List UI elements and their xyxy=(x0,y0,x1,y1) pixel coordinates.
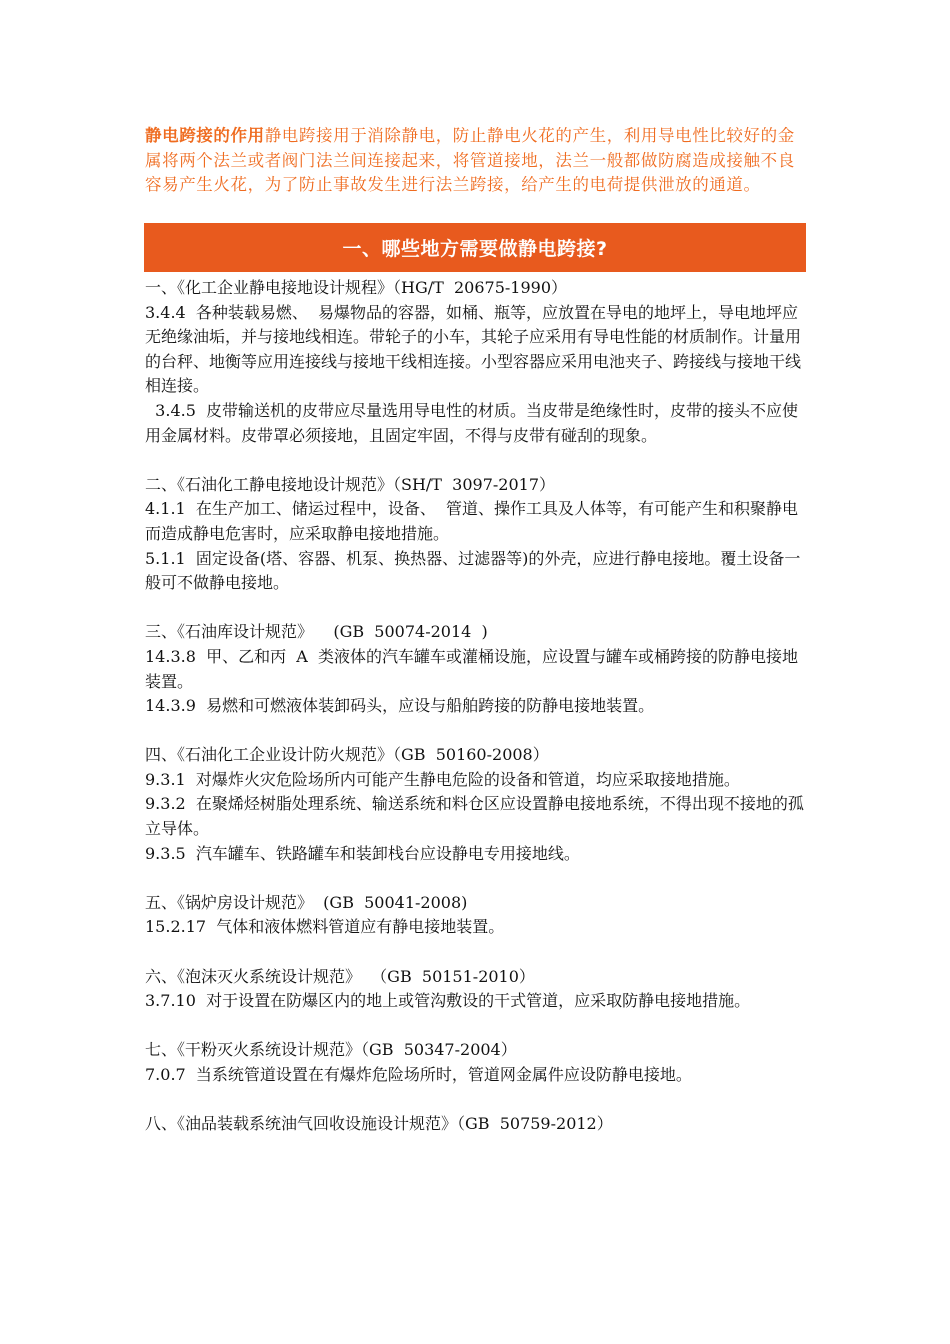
standard-clause: 9.3.1 对爆炸火灾危险场所内可能产生静电危险的设备和管道，均应采取接地措施。 xyxy=(145,769,740,789)
standards-list xyxy=(145,276,813,1137)
standard-heading: 四、《石油化工企业设计防火规范》（GB 50160-2008） xyxy=(145,745,549,765)
standard-heading: 六、《泡沫灭火系统设计规范》 （GB 50151-2010） xyxy=(145,966,535,986)
standard-section xyxy=(145,276,813,448)
standard-section xyxy=(145,743,813,866)
standard-clause: 15.2.17 气体和液体燃料管道应有静电接地装置。 xyxy=(145,917,505,937)
spacer xyxy=(145,940,813,965)
standard-section xyxy=(145,891,813,940)
spacer xyxy=(145,448,813,473)
spacer xyxy=(145,596,813,621)
spacer xyxy=(145,866,813,891)
standard-heading: 三、《石油库设计规范》 (GB 50074-2014 ) xyxy=(145,622,488,642)
standard-section xyxy=(145,965,813,1014)
standard-clause: 3.7.10 对于设置在防爆区内的地上或管沟敷设的干式管道，应采取防静电接地措施。 xyxy=(145,991,751,1011)
standard-section xyxy=(145,473,813,596)
standard-section xyxy=(145,1112,813,1137)
standard-clause: 5.1.1 固定设备(塔、容器、机泵、换热器、过滤器等)的外壳，应进行静电接地。覆土设备一般可不做静电接地。 xyxy=(145,548,801,593)
standard-clause: 9.3.2 在聚烯烃树脂处理系统、输送系统和料仓区应设置静电接地系统，不得出现不接地的孤立导体。 xyxy=(145,794,804,839)
standard-clause: 14.3.9 易燃和可燃液体装卸码头，应设与船舶跨接的防静电接地装置。 xyxy=(145,696,655,716)
standard-heading: 八、《油品装载系统油气回收设施设计规范》（GB 50759-2012） xyxy=(145,1114,613,1134)
spacer xyxy=(145,1088,813,1113)
section-banner xyxy=(144,223,806,272)
standard-heading: 五、《锅炉房设计规范》 (GB 50041-2008) xyxy=(145,892,468,912)
spacer xyxy=(145,1014,813,1039)
standard-section xyxy=(145,620,813,718)
standard-clause: 3.4.4 各种装载易燃、 易爆物品的容器，如桶、瓶等，应放置在导电的地坪上，导电地坪应无绝缘油垢，并与接地线相连。带轮子的小车，其轮子应采用有导电性能的材质制作。计量用的台秤、地衡等应用连接线与接地干线相连接。小型容器应采用电池夹子、跨接线与接地干线相连接。 xyxy=(145,302,802,396)
standard-heading: 七、《干粉灭火系统设计规范》（GB 50347-2004） xyxy=(145,1040,517,1060)
standard-clause: 14.3.8 甲、乙和丙 A 类液体的汽车罐车或灌桶设施，应设置与罐车或桶跨接的防静电接地装置。 xyxy=(145,646,798,691)
standard-clause: 9.3.5 汽车罐车、铁路罐车和装卸栈台应设静电专用接地线。 xyxy=(145,843,580,863)
intro-paragraph xyxy=(145,124,810,198)
spacer xyxy=(145,719,813,744)
standard-section xyxy=(145,1038,813,1087)
standard-clause: 4.1.1 在生产加工、储运过程中，设备、 管道、操作工具及人体等，有可能产生和积聚静电而造成静电危害时，应采取静电接地措施。 xyxy=(145,499,799,543)
standard-heading: 二、《石油化工静电接地设计规范》（SH/T 3097-2017） xyxy=(145,474,555,494)
standard-heading: 一、《化工企业静电接地设计规程》（HG/T 20675-1990） xyxy=(145,278,567,297)
banner-title: 一、哪些地方需要做静电跨接? xyxy=(342,238,608,260)
standard-clause: 7.0.7 当系统管道设置在有爆炸危险场所时，管道网金属件应设防静电接地。 xyxy=(145,1065,692,1084)
standard-clause: 3.4.5 皮带输送机的皮带应尽量选用导电性的材质。当皮带是绝缘性时，皮带的接头不应使用金属材料。皮带罩必须接地，且固定牢固，不得与皮带有碰刮的现象。 xyxy=(145,400,799,445)
intro-lead: 静电跨接的作用 xyxy=(145,126,265,145)
intro-text: 静电跨接用于消除静电，防止静电火花的产生，利用导电性比较好的金属将两个法兰或者阀门法兰间连接起来，将管道接地，法兰一般都做防腐造成接触不良容易产生火花，为了防止事故发生进行法兰跨接，给产生的电荷提供泄放的通道。 xyxy=(145,126,795,194)
